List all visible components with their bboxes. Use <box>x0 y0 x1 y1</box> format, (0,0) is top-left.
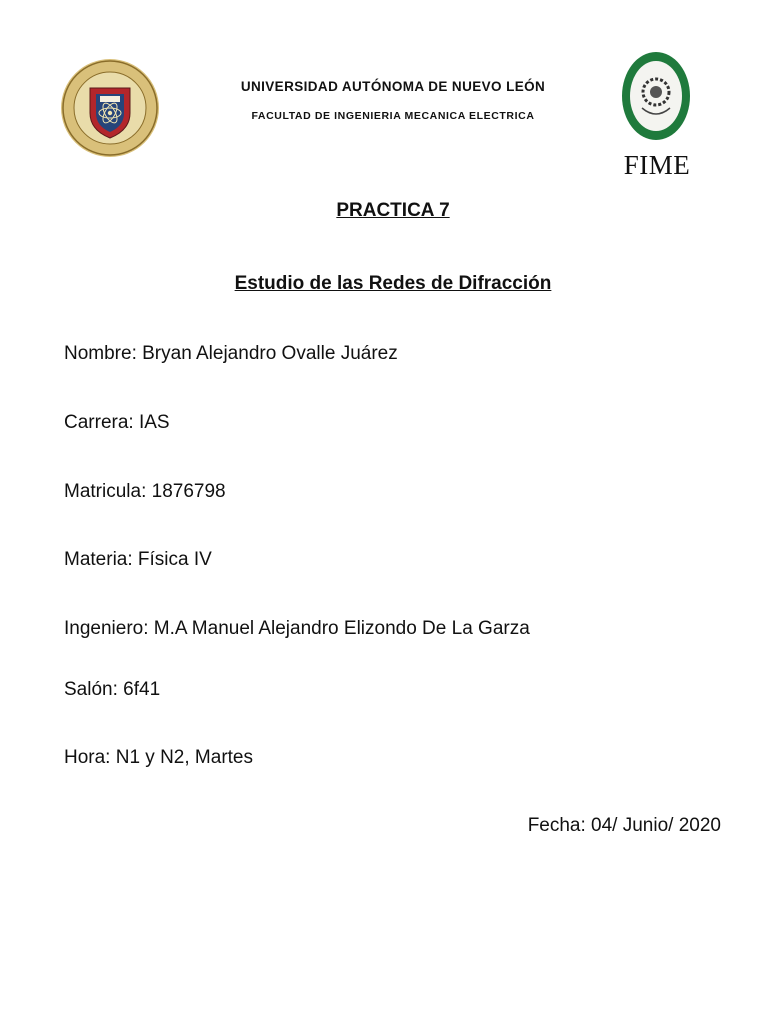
field-nombre: Nombre: Bryan Alejandro Ovalle Juárez <box>64 343 398 364</box>
uanl-seal-icon <box>60 58 160 158</box>
faculty-name: FACULTAD DE INGENIERIA MECANICA ELECTRICA <box>251 110 535 122</box>
field-materia: Materia: Física IV <box>64 549 212 570</box>
field-hora: Hora: N1 y N2, Martes <box>64 747 253 768</box>
field-salon: Salón: 6f41 <box>64 679 161 700</box>
field-matricula: Matricula: 1876798 <box>64 481 226 502</box>
field-carrera: Carrera: IAS <box>64 412 170 433</box>
fime-seal-icon <box>618 48 694 144</box>
field-ingeniero: Ingeniero: M.A Manuel Alejandro Elizondo De La Garza <box>64 618 530 639</box>
university-name: UNIVERSIDAD AUTÓNOMA DE NUEVO LEÓN <box>240 79 546 94</box>
subject-title: Estudio de las Redes de Difracción <box>234 273 552 294</box>
field-fecha: Fecha: 04/ Junio/ 2020 <box>527 815 721 836</box>
practice-title: PRACTICA 7 <box>336 200 450 221</box>
fime-wordmark: FIME <box>623 150 691 180</box>
